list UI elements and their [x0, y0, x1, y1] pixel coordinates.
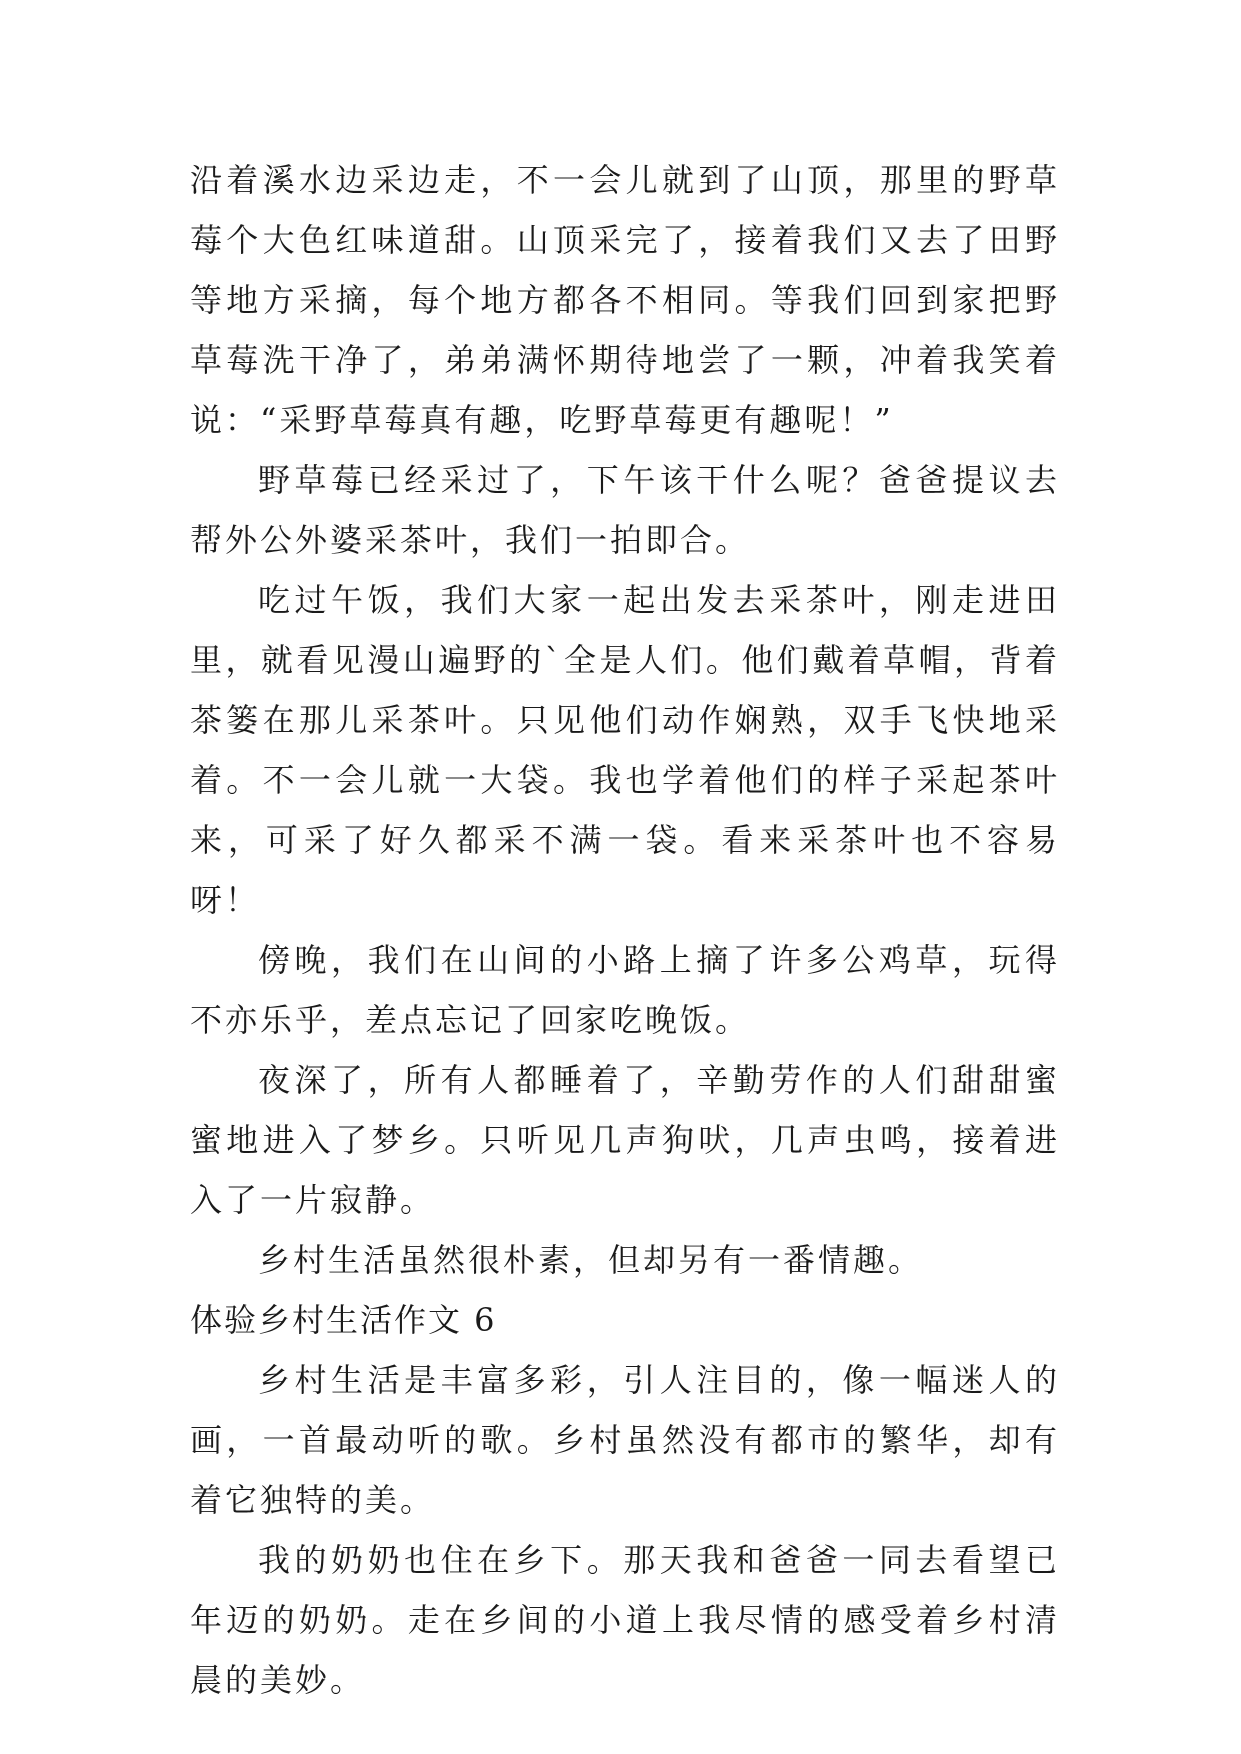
paragraph-6: 乡村生活虽然很朴素，但却另有一番情趣。 [258, 1241, 924, 1279]
paragraph-8: 我的奶奶也住在乡下。那天我和爸爸一同去看望已年迈的奶奶。走在乡间的小道上我尽情的感受着乡村清晨的美妙。 [190, 1541, 1060, 1699]
paragraph-2: 野草莓已经采过了，下午该干什么呢？爸爸提议去帮外公外婆采茶叶，我们一拍即合。 [190, 461, 1060, 559]
paragraph-5: 夜深了，所有人都睡着了，辛勤劳作的人们甜甜蜜蜜地进入了梦乡。只听见几声狗吠，几声虫鸣，接着进入了一片寂静。 [190, 1061, 1060, 1219]
document-body [190, 150, 1060, 1710]
paragraph-3: 吃过午饭，我们大家一起出发去采茶叶，刚走进田里，就看见漫山遍野的`全是人们。他们戴着草帽，背着茶篓在那儿采茶叶。只见他们动作娴熟，双手飞快地采着。不一会儿就一大袋。我也学着他们的样子采起茶叶来，可采了好久都采不满一袋。看来采茶叶也不容易呀！ [190, 581, 1060, 919]
paragraph-4: 傍晚，我们在山间的小路上摘了许多公鸡草，玩得不亦乐乎，差点忘记了回家吃晚饭。 [190, 941, 1060, 1039]
paragraph-7: 乡村生活是丰富多彩，引人注目的，像一幅迷人的画，一首最动听的歌。乡村虽然没有都市的繁华，却有着它独特的美。 [190, 1361, 1060, 1519]
paragraph-1: 沿着溪水边采边走，不一会儿就到了山顶，那里的野草莓个大色红味道甜。山顶采完了，接着我们又去了田野等地方采摘，每个地方都各不相同。等我们回到家把野草莓洗干净了，弟弟满怀期待地尝了一颗，冲着我笑着说：“采野草莓真有趣，吃野草莓更有趣呢！” [190, 161, 1060, 439]
section-heading: 体验乡村生活作文 6 [190, 1301, 497, 1339]
